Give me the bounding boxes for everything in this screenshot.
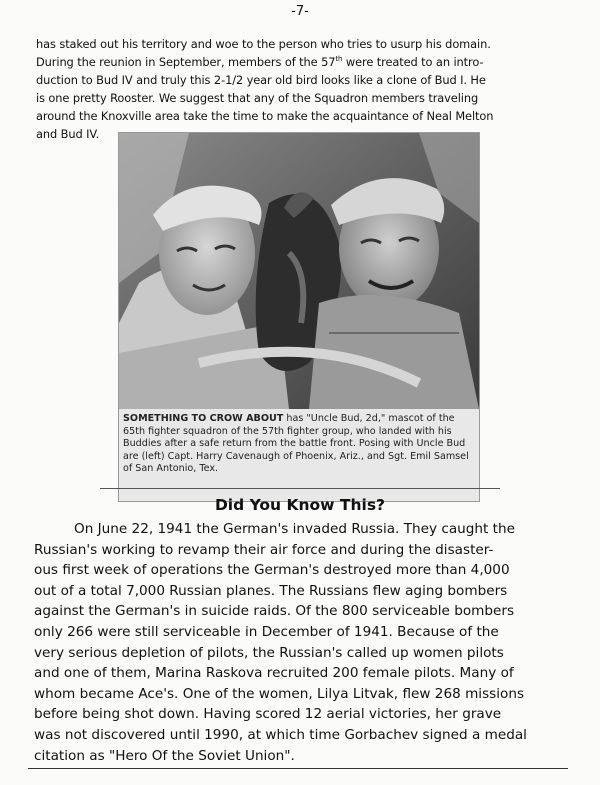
body-line: before being shot down. Having scored 12 aerial victories, her grave [34,706,502,723]
page-number: -7- [291,4,309,19]
body-line: out of a total 7,000 Russian planes. The Russians flew aging bombers [34,582,508,599]
intro-line: duction to Bud IV and truly this 2-1/2 year old bird looks like a clone of Bud I. He [36,73,486,87]
photo-two-soldiers-with-rooster [119,133,479,409]
body-line: and one of them, Marina Raskova recruited 200 female pilots. Many of [34,665,514,682]
photo-caption [123,413,475,476]
body-line: against the German's in suicide raids. Of the 800 serviceable bombers [34,603,515,620]
intro-line: around the Knoxville area take the time to make the acquaintance of Neal Melton [36,109,494,123]
ordinal-suffix: th [335,55,343,64]
body-line: very serious depletion of pilots, the Russian's called up women pilots [34,644,504,661]
body-line: citation as "Hero Of the Soviet Union". [34,747,295,764]
caption-headline: SOMETHING TO CROW ABOUT [123,413,284,424]
intro-line-text: were treated to an intro- [342,55,484,69]
body-line: ous first week of operations the German's destroyed more than 4,000 [34,562,510,579]
footer-rule [28,768,568,769]
intro-line-text: During the reunion in September, members of the 57 [36,55,336,69]
newspaper-clipping [118,132,480,502]
divider [100,488,500,489]
body-line: Russian's working to revamp their air force and during the disaster- [34,541,494,558]
intro-paragraph [36,35,571,143]
section-title: Did You Know This? [214,496,386,514]
intro-line: is one pretty Rooster. We suggest that any of the Squadron members traveling [36,91,479,105]
caption-text: has "Uncle Bud, 2d," mascot of the 65th fighter squadron of the 57th fighter group, who landed with his Buddies after a safe return from the battle front. Posing with Uncle Bud are (left) Capt. Harry Cavenaugh of Phoenix, Ariz., and Sgt. Emil Samsel of San Antonio, Tex. [123,413,469,475]
body-line: whom became Ace's. One of the women, Lilya Litvak, flew 268 missions [34,685,525,702]
intro-line [36,53,571,71]
article-paragraph [34,519,579,766]
intro-line: has staked out his territory and woe to the person who tries to usurp his domain. [36,37,491,51]
body-line: only 266 were still serviceable in December of 1941. Because of the [34,623,499,640]
body-line: was not discovered until 1990, at which time Gorbachev signed a medal [34,726,527,743]
intro-line: and Bud IV. [36,127,100,141]
body-line: On June 22, 1941 the German's invaded Russia. They caught the [74,521,515,537]
